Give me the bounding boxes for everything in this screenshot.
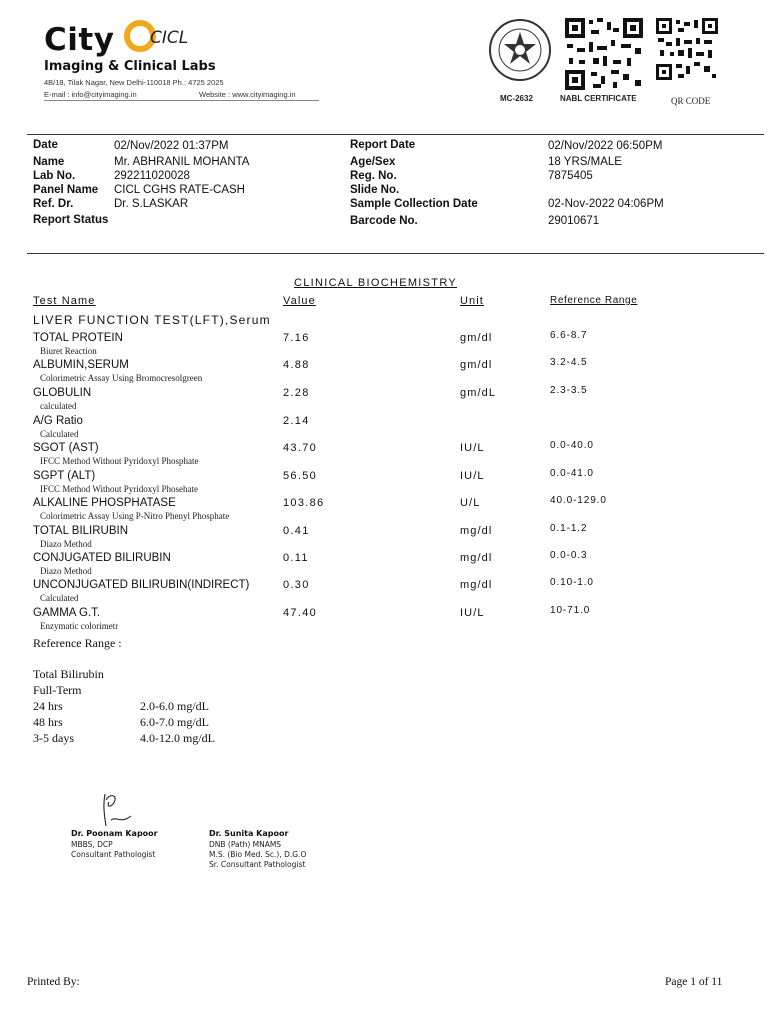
test-value: 0.41: [283, 525, 310, 537]
page-number: Page 1 of 11: [665, 976, 723, 988]
test-unit: IU/L: [460, 607, 485, 619]
test-value: 43.70: [283, 442, 318, 454]
lab-subtitle: Imaging & Clinical Labs: [44, 59, 216, 74]
test-name: UNCONJUGATED BILIRUBIN(INDIRECT): [33, 579, 250, 591]
signature-icon: [97, 790, 137, 830]
test-unit: mg/dl: [460, 525, 493, 537]
test-value: 47.40: [283, 607, 318, 619]
signatory-2-qualification-2: M.S. (Bio Med. Sc.), D.G.O: [209, 850, 307, 859]
test-range: 10-71.0: [550, 605, 591, 616]
test-method: IFCC Method Without Pyridoxyl Phosphate: [40, 456, 199, 466]
test-row: [0, 470, 768, 498]
test-value: 4.88: [283, 359, 310, 371]
test-unit: mg/dl: [460, 552, 493, 564]
printed-by: Printed By:: [27, 976, 80, 988]
test-range: 0.0-0.3: [550, 550, 588, 561]
test-name: SGPT (ALT): [33, 470, 96, 482]
panel-title: LIVER FUNCTION TEST(LFT),Serum: [33, 313, 271, 327]
barcode-label: Barcode No.: [350, 215, 418, 227]
ref-dr-value: Dr. S.LASKAR: [114, 198, 189, 210]
test-row: [0, 607, 768, 635]
test-row: [0, 525, 768, 553]
slide-no-label: Slide No.: [350, 184, 400, 196]
test-range: 0.0-40.0: [550, 440, 594, 451]
test-name: GLOBULIN: [33, 387, 92, 399]
age-sex-value: 18 YRS/MALE: [548, 156, 622, 168]
nabl-qr-code-icon: [565, 18, 643, 90]
test-method: Diazo Method: [40, 566, 92, 576]
test-value: 7.16: [283, 332, 310, 344]
test-name: TOTAL BILIRUBIN: [33, 525, 129, 537]
lab-email: E-mail : info@cityimaging.in: [44, 90, 137, 99]
bilirubin-age: 48 hrs: [33, 715, 63, 729]
reference-range-heading: Reference Range :: [33, 636, 122, 650]
test-row: [0, 387, 768, 415]
section-title: CLINICAL BIOCHEMISTRY: [294, 277, 457, 289]
test-unit: IU/L: [460, 470, 485, 482]
test-unit: gm/dl: [460, 359, 493, 371]
reg-no-value: 7875405: [548, 170, 593, 182]
date-value: 02/Nov/2022 01:37PM: [114, 140, 229, 152]
info-bottom-rule: [27, 253, 764, 254]
test-method: calculated: [40, 401, 77, 411]
panel-name-value: CICL CGHS RATE-CASH: [114, 184, 245, 196]
signatory-2-name: Dr. Sunita Kapoor: [209, 829, 289, 838]
signatory-1-name: Dr. Poonam Kapoor: [71, 829, 158, 838]
test-method: Colorimetric Assay Using Bromocresolgreen: [40, 373, 203, 383]
signatory-2-qualification: DNB (Path) MNAMS: [209, 840, 282, 849]
test-method: Calculated: [40, 593, 79, 603]
col-value: Value: [283, 295, 316, 307]
bilirubin-table-title: Total Bilirubin: [33, 667, 104, 681]
test-range: 0.1-1.2: [550, 523, 588, 534]
qr-code-icon: [656, 18, 718, 80]
test-unit: IU/L: [460, 442, 485, 454]
report-date-label: Report Date: [350, 139, 416, 151]
col-test-name: Test Name: [33, 295, 96, 307]
signatory-2-designation: Sr. Consultant Pathologist: [209, 860, 306, 869]
test-method: Colorimetric Assay Using P-Nitro Phenyl Phosphate: [40, 511, 230, 521]
collection-date-value: 02-Nov-2022 04:06PM: [548, 198, 664, 210]
test-range: 0.10-1.0: [550, 577, 594, 588]
test-unit: gm/dL: [460, 387, 497, 399]
lab-website: Website : www.cityimaging.in: [199, 90, 296, 99]
lab-logo-name: City: [44, 22, 115, 58]
test-unit: U/L: [460, 497, 481, 509]
qr-code-label: QR CODE: [671, 96, 711, 106]
test-name: TOTAL PROTEIN: [33, 332, 123, 344]
test-row: [0, 332, 768, 360]
reg-no-label: Reg. No.: [350, 170, 397, 182]
signatory-1-qualification: MBBS, DCP: [71, 840, 113, 849]
bilirubin-age: 3-5 days: [33, 731, 74, 745]
collection-date-label: Sample Collection Date: [350, 198, 478, 210]
barcode-value: 29010671: [548, 215, 600, 227]
test-method: Calculated: [40, 429, 79, 439]
test-name: A/G Ratio: [33, 415, 83, 427]
test-row: [0, 579, 768, 607]
test-range: 0.0-41.0: [550, 468, 594, 479]
test-range: 6.6-8.7: [550, 330, 588, 341]
test-name: SGOT (AST): [33, 442, 99, 454]
test-value: 0.11: [283, 552, 309, 564]
bilirubin-range: 2.0-6.0 mg/dL: [140, 699, 209, 713]
lab-address: 4B/18, Tilak Nagar, New Delhi-110018 Ph.: 4725 2025: [44, 78, 224, 87]
test-name: ALKALINE PHOSPHATASE: [33, 497, 176, 509]
test-method: Enzymatic colorimetr: [40, 621, 119, 631]
test-name: CONJUGATED BILIRUBIN: [33, 552, 171, 564]
test-name: ALBUMIN,SERUM: [33, 359, 129, 371]
mc-number: MC-2632: [500, 94, 533, 103]
test-range: 3.2-4.5: [550, 357, 588, 368]
age-sex-label: Age/Sex: [350, 156, 396, 168]
test-row: [0, 552, 768, 580]
test-method: IFCC Method Without Pyridoxyl Phosehate: [40, 484, 198, 494]
test-value: 2.14: [283, 415, 310, 427]
test-method: Biuret Reaction: [40, 346, 97, 356]
test-range: 2.3-3.5: [550, 385, 588, 396]
info-top-rule: [27, 134, 764, 135]
report-date-value: 02/Nov/2022 06:50PM: [548, 140, 663, 152]
test-row: [0, 359, 768, 387]
test-unit: gm/dl: [460, 332, 493, 344]
mc-seal-icon: [488, 18, 552, 82]
test-value: 0.30: [283, 579, 310, 591]
test-method: Diazo Method: [40, 539, 92, 549]
test-name: GAMMA G.T.: [33, 607, 101, 619]
bilirubin-age: 24 hrs: [33, 699, 63, 713]
patient-name: Mr. ABHRANIL MOHANTA: [114, 156, 250, 168]
test-unit: mg/dl: [460, 579, 493, 591]
panel-name-label: Panel Name: [33, 184, 99, 196]
report-status-label: Report Status: [33, 214, 109, 226]
test-range: 40.0-129.0: [550, 495, 607, 506]
nabl-certificate-label: NABL CERTIFICATE: [560, 94, 637, 103]
col-unit: Unit: [460, 295, 484, 307]
lab-no-label: Lab No.: [33, 170, 76, 182]
lab-logo-mark-text: CICL: [150, 28, 189, 48]
col-reference-range: Reference Range: [550, 295, 638, 306]
name-label: Name: [33, 156, 65, 168]
signatory-1-designation: Consultant Pathologist: [71, 850, 156, 859]
test-value: 2.28: [283, 387, 310, 399]
bilirubin-range: 4.0-12.0 mg/dL: [140, 731, 215, 745]
lab-no-value: 292211020028: [114, 170, 190, 182]
bilirubin-range: 6.0-7.0 mg/dL: [140, 715, 209, 729]
test-value: 56.50: [283, 470, 318, 482]
test-row: [0, 442, 768, 470]
date-label: Date: [33, 139, 58, 151]
test-row: [0, 497, 768, 525]
bilirubin-table-subtitle: Full-Term: [33, 683, 82, 697]
ref-dr-label: Ref. Dr.: [33, 198, 74, 210]
test-row: [0, 415, 768, 443]
logo-divider: [44, 100, 319, 101]
test-value: 103.86: [283, 497, 325, 509]
